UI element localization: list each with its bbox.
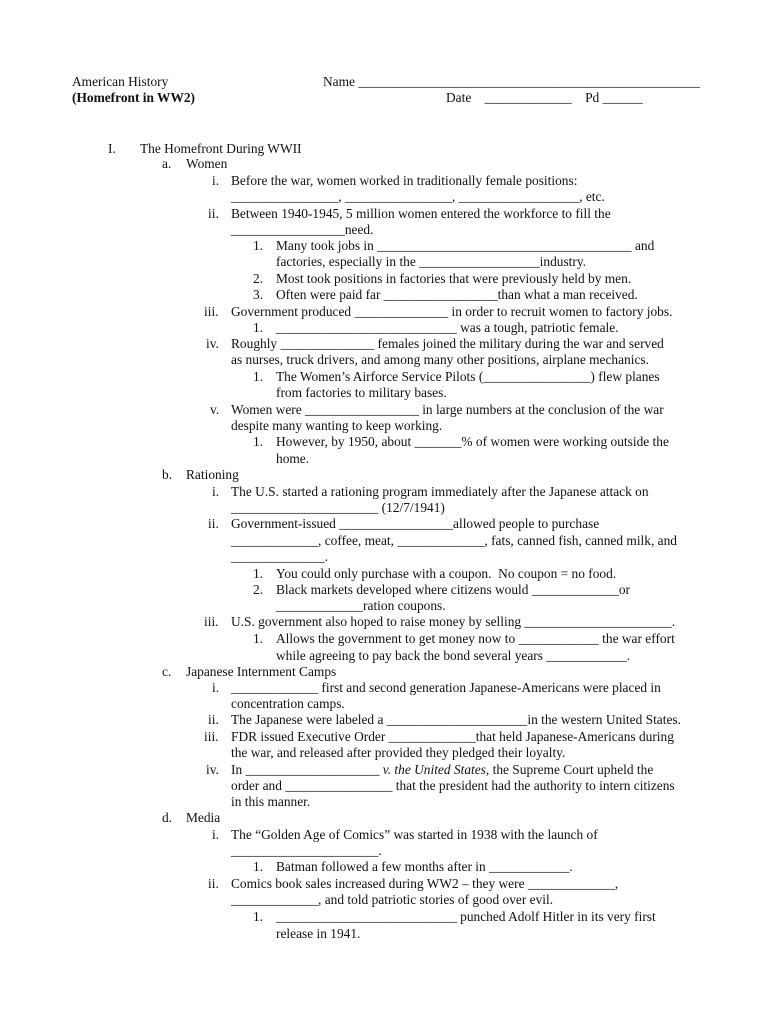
- d-ii-1-number: 1.: [253, 909, 264, 924]
- date-period-field[interactable]: Date _____________ Pd ______: [446, 90, 643, 105]
- d-ii-1-text: ___________________________ punched Adolf Hitler in its very first: [276, 909, 656, 924]
- a-v-text: Women were _________________ in large numbers at the conclusion of the war: [231, 402, 664, 417]
- b-ii-text-cont2: ______________.: [231, 549, 329, 564]
- a-iv-number: iv.: [206, 336, 219, 351]
- section-title: The Homefront During WWII: [140, 141, 302, 156]
- name-field[interactable]: Name ___________________________________________________: [323, 74, 700, 89]
- subsection-c-number: c.: [162, 664, 172, 679]
- a-iv-1-text-cont: from factories to military bases.: [276, 385, 447, 400]
- b-ii-1-text: You could only purchase with a coupon. No coupon = no food.: [276, 566, 617, 581]
- c-ii-number: ii.: [208, 712, 219, 727]
- b-iii-number: iii.: [204, 614, 219, 629]
- c-iv-text-a: In ____________________: [231, 762, 383, 777]
- unit-title: (Homefront in WW2): [72, 90, 195, 105]
- b-ii-1-number: 1.: [253, 566, 264, 581]
- subsection-d-number: d.: [162, 810, 173, 825]
- d-ii-text: Comics book sales increased during WW2 – they were _____________,: [231, 876, 619, 891]
- a-v-1-text: However, by 1950, about _______% of women were working outside the: [276, 434, 669, 449]
- a-ii-text-cont: _________________need.: [231, 222, 374, 237]
- a-iv-text: Roughly ______________ females joined the military during the war and served: [231, 336, 664, 351]
- a-ii-3-text: Often were paid far _________________than what a man received.: [276, 287, 638, 302]
- a-i-number: i.: [212, 173, 220, 188]
- c-iv-text: [231, 762, 653, 778]
- d-i-text: The “Golden Age of Comics” was started in 1938 with the launch of: [231, 827, 598, 842]
- a-ii-1-text-cont: factories, especially in the __________________industry.: [276, 254, 587, 269]
- c-ii-text: The Japanese were labeled a _____________________in the western United States.: [231, 712, 681, 727]
- c-i-text: _____________ first and second generation Japanese-Americans were placed in: [231, 680, 661, 695]
- b-ii-number: ii.: [208, 516, 219, 531]
- a-i-text: Before the war, women worked in traditionally female positions:: [231, 173, 578, 188]
- course-title: American History: [72, 74, 169, 89]
- c-iv-text-cont: order and ________________ that the president had the authority to intern citizens: [231, 778, 675, 793]
- b-i-text-cont: ______________________ (12/7/1941): [231, 500, 445, 515]
- subsection-d-title: Media: [186, 810, 221, 825]
- c-iii-text-cont: the war, and released after provided they pledged their loyalty.: [231, 745, 566, 760]
- c-iv-text-cont2: in this manner.: [231, 794, 311, 809]
- section-number: I.: [108, 141, 116, 156]
- b-iii-text: U.S. government also hoped to raise money by selling ______________________.: [231, 614, 676, 629]
- a-iii-1-text: ___________________________ was a tough, patriotic female.: [276, 320, 619, 335]
- b-ii-2-text: Black markets developed where citizens would _____________or: [276, 582, 631, 597]
- b-iii-1-text-cont: while agreeing to pay back the bond several years ____________.: [276, 648, 631, 663]
- a-i-blanks: ________________, ________________, __________________, etc.: [231, 189, 605, 204]
- subsection-b-number: b.: [162, 467, 173, 482]
- a-v-text-cont: despite many wanting to keep working.: [231, 418, 443, 433]
- d-ii-1-text-cont: release in 1941.: [276, 926, 361, 941]
- a-iv-1-number: 1.: [253, 369, 264, 384]
- a-ii-1-text: Many took jobs in ______________________________________ and: [276, 238, 655, 253]
- subsection-b-title: Rationing: [186, 467, 239, 482]
- c-iii-text: FDR issued Executive Order _____________that held Japanese-Americans during: [231, 729, 674, 744]
- a-v-number: v.: [210, 402, 220, 417]
- d-i-text-cont: ______________________.: [231, 843, 382, 858]
- a-ii-1-number: 1.: [253, 238, 264, 253]
- subsection-a-title: Women: [186, 156, 228, 171]
- b-ii-2-number: 2.: [253, 582, 264, 597]
- a-iv-1-text: The Women’s Airforce Service Pilots (________________) flew planes: [276, 369, 660, 384]
- c-i-number: i.: [212, 680, 220, 695]
- d-i-1-number: 1.: [253, 859, 264, 874]
- a-ii-2-text: Most took positions in factories that were previously held by men.: [276, 271, 632, 286]
- a-ii-number: ii.: [208, 206, 219, 221]
- subsection-a-number: a.: [162, 156, 172, 171]
- a-iv-text-cont: as nurses, truck drivers, and among many other positions, airplane mechanics.: [231, 352, 649, 367]
- d-ii-text-cont: _____________, and told patriotic stories of good over evil.: [231, 892, 554, 907]
- a-iii-number: iii.: [204, 304, 219, 319]
- d-i-number: i.: [212, 827, 220, 842]
- a-iii-1-number: 1.: [253, 320, 264, 335]
- b-ii-text: Government-issued _________________allowed people to purchase: [231, 516, 600, 531]
- a-ii-2-number: 2.: [253, 271, 264, 286]
- c-iv-number: iv.: [206, 762, 219, 777]
- c-iv-text-c: , the Supreme Court upheld the: [485, 762, 654, 777]
- c-iii-number: iii.: [204, 729, 219, 744]
- a-v-1-number: 1.: [253, 434, 264, 449]
- a-ii-3-number: 3.: [253, 287, 264, 302]
- d-i-1-text: Batman followed a few months after in ____________.: [276, 859, 573, 874]
- b-ii-text-cont: _____________, coffee, meat, _____________, fats, canned fish, canned milk, and: [231, 533, 678, 548]
- a-ii-text: Between 1940-1945, 5 million women entered the workforce to fill the: [231, 206, 611, 221]
- d-ii-number: ii.: [208, 876, 219, 891]
- b-i-number: i.: [212, 484, 220, 499]
- b-iii-1-text: Allows the government to get money now to ____________ the war effort: [276, 631, 675, 646]
- c-iv-case-name: v. the United States: [382, 762, 486, 777]
- subsection-c-title: Japanese Internment Camps: [186, 664, 337, 679]
- c-i-text-cont: concentration camps.: [231, 696, 345, 711]
- b-i-text: The U.S. started a rationing program immediately after the Japanese attack on: [231, 484, 649, 499]
- b-iii-1-number: 1.: [253, 631, 264, 646]
- b-ii-2-text-cont: _____________ration coupons.: [276, 598, 446, 613]
- a-iii-text: Government produced ______________ in order to recruit women to factory jobs.: [231, 304, 673, 319]
- a-v-1-text-cont: home.: [276, 451, 310, 466]
